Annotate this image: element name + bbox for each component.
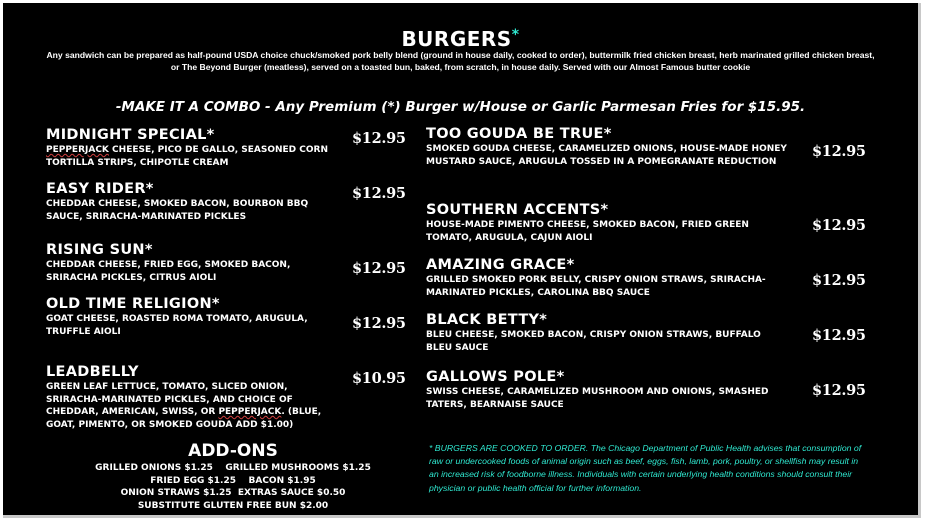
item-description: GRILLED SMOKED PORK BELLY, CRISPY ONION STRAWS, SRIRACHA-MARINATED PICKLES, CAROLINA BBQ SAUCE xyxy=(426,275,766,298)
menu-item-easy-rider xyxy=(46,181,338,223)
item-name: OLD TIME RELIGION* xyxy=(46,296,220,312)
item-price-leadbelly: $10.95 xyxy=(352,370,406,387)
addons-list xyxy=(48,462,418,512)
item-name: EASY RIDER* xyxy=(46,181,154,197)
item-description: CHEDDAR CHEESE, FRIED EGG, SMOKED BACON, SRIRACHA PICKLES, CITRUS AIOLI xyxy=(46,260,291,283)
addons-line: FRIED EGG $1.25 BACON $1.95 xyxy=(150,475,316,486)
item-price-easy-rider: $12.95 xyxy=(352,185,406,202)
menu-item-midnight-special xyxy=(46,127,346,169)
item-description-underlined: PEPPERJACK xyxy=(218,407,282,417)
item-price-black-betty: $12.95 xyxy=(812,327,866,344)
menu-title xyxy=(3,27,918,51)
menu-item-southern-accents xyxy=(426,202,786,244)
item-price-midnight-special: $12.95 xyxy=(352,130,406,147)
item-price-southern-accents: $12.95 xyxy=(812,217,866,234)
item-description: SWISS CHEESE, CARAMELIZED MUSHROOM AND ONIONS, SMASHED TATERS, BEARNAISE SAUCE xyxy=(426,387,769,410)
item-price-amazing-grace: $12.95 xyxy=(812,272,866,289)
health-notice: * BURGERS ARE COOKED TO ORDER. The Chicago Department of Public Health advises that consumption of raw or undercooked foods of animal origin such as beef, eggs, fish, lamb, pork, poultry, or shellfish may result in an increased risk of foodborne illness. Individuals with certain underlying health conditions should consult their physician or public health official for further information. xyxy=(429,443,862,493)
item-name: RISING SUN* xyxy=(46,242,153,258)
item-description: BLEU CHEESE, SMOKED BACON, CRISPY ONION STRAWS, BUFFALO BLEU SAUCE xyxy=(426,330,761,353)
menu-item-too-gouda-be-true xyxy=(426,126,791,168)
addons-line: GRILLED ONIONS $1.25 GRILLED MUSHROOMS $1.25 xyxy=(95,463,371,473)
menu-item-rising-sun xyxy=(46,242,338,284)
item-description xyxy=(46,381,344,431)
item-name: GALLOWS POLE* xyxy=(426,369,565,385)
item-description-start: GREEN LEAF LETTUCE, TOMATO, SLICED ONION, SRIRACHA-MARINATED PICKLES, AND CHOICE OF CHEDDAR, AMERICAN, SWISS, OR xyxy=(46,382,293,417)
menu-item-gallows-pole xyxy=(426,369,786,411)
item-name: AMAZING GRACE* xyxy=(426,257,575,273)
item-price-too-gouda-be-true: $12.95 xyxy=(812,143,866,160)
item-name: MIDNIGHT SPECIAL* xyxy=(46,127,215,143)
item-description: HOUSE-MADE PIMENTO CHEESE, SMOKED BACON, FRIED GREEN TOMATO, ARUGULA, CAJUN AIOLI xyxy=(426,220,749,243)
item-name: SOUTHERN ACCENTS* xyxy=(426,202,609,218)
item-description: SMOKED GOUDA CHEESE, CARAMELIZED ONIONS, HOUSE-MADE HONEY MUSTARD SAUCE, ARUGULA TOSSED IN A POMEGRANATE REDUCTION xyxy=(426,144,787,167)
item-description xyxy=(46,144,346,169)
item-description: GOAT CHEESE, ROASTED ROMA TOMATO, ARUGULA, TRUFFLE AIOLI xyxy=(46,314,308,337)
item-name: TOO GOUDA BE TRUE* xyxy=(426,126,612,142)
intro-text: Any sandwich can be prepared as half-pound USDA choice chuck/smoked pork belly blend (ground in house daily, cooked to order), buttermilk fried chicken breast, herb marinated grilled chicken breast, or The Beyond Burger (meatless), served on a toasted bun, baked, from scratch, in house daily. Served with our Almost Famous butter cookie xyxy=(46,50,875,72)
menu-item-leadbelly xyxy=(46,364,344,431)
item-name: LEADBELLY xyxy=(46,364,139,380)
addons-line: SUBSTITUTE GLUTEN FREE BUN $2.00 xyxy=(137,500,329,511)
item-name: BLACK BETTY* xyxy=(426,312,548,328)
item-price-old-time-religion: $12.95 xyxy=(352,315,406,332)
item-description: CHEDDAR CHEESE, SMOKED BACON, BOURBON BBQ SAUCE, SRIRACHA-MARINATED PICKLES xyxy=(46,199,309,222)
item-description-rest: CHEESE, PICO DE GALLO, SEASONED CORN TORTILLA STRIPS, CHIPOTLE CREAM xyxy=(46,145,328,168)
menu-item-amazing-grace xyxy=(426,257,786,299)
item-description-underlined: PEPPERJACK xyxy=(46,145,109,155)
menu-title-text: BURGERS xyxy=(401,27,512,51)
menu-item-black-betty xyxy=(426,312,786,354)
addons-line: ONION STRAWS $1.25 EXTRAS SAUCE $0.50 xyxy=(120,488,346,498)
item-price-rising-sun: $12.95 xyxy=(352,260,406,277)
menu-board xyxy=(3,3,921,518)
item-description-end: . (BLUE, GOAT, PIMENTO, OR SMOKED GOUDA ADD $1.00) xyxy=(46,407,322,430)
addons-title: ADD-ONS xyxy=(188,441,278,461)
combo-offer: -MAKE IT A COMBO - Any Premium (*) Burger w/House or Garlic Parmesan Fries for $15.95. xyxy=(115,99,806,115)
menu-item-old-time-religion xyxy=(46,296,338,338)
menu-title-star: * xyxy=(511,27,520,43)
item-price-gallows-pole: $12.95 xyxy=(812,382,866,399)
